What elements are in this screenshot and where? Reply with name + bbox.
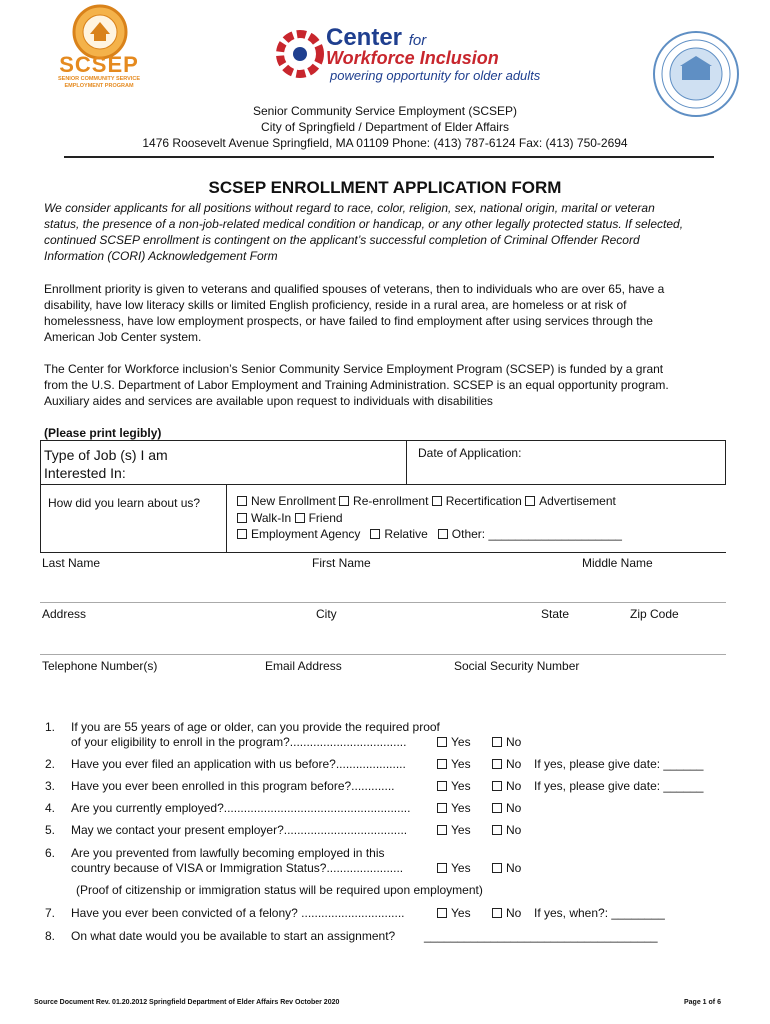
question-text: Have you ever been enrolled in this program before?............. <box>71 779 395 793</box>
learn-options-row-2 <box>237 511 343 526</box>
option-label: Employment Agency <box>251 527 361 541</box>
option-label: Re-enrollment <box>353 494 429 508</box>
city-label: City <box>316 607 337 621</box>
print-legibly-note: (Please print legibly) <box>44 426 162 440</box>
recertification-checkbox[interactable] <box>432 494 522 508</box>
last-name-label: Last Name <box>42 556 101 570</box>
grid-line <box>226 484 227 552</box>
question-number: 4. <box>45 801 56 815</box>
job-type-label <box>44 446 168 482</box>
footer-page: Page 1 of 6 <box>684 999 721 1006</box>
scsep-subtitle: SENIOR COMMUNITY SERVICE EMPLOYMENT PROGRAM <box>57 76 140 89</box>
yes-label: Yes <box>451 735 471 749</box>
availability-date-field[interactable]: ___________________________________ <box>424 929 658 943</box>
priority-line: American Job Center system. <box>44 330 202 344</box>
checkbox-icon <box>492 863 502 873</box>
first-name-label: First Name <box>312 556 371 570</box>
question-text: Have you ever been convicted of a felony? ............................... <box>71 906 405 920</box>
question-text: On what date would you be available to start an assignment? <box>71 929 396 943</box>
cfwi-tagline: powering opportunity for older adults <box>330 68 541 83</box>
checkbox-icon <box>438 529 448 539</box>
yes-checkbox[interactable] <box>437 735 471 749</box>
checkbox-icon <box>237 529 247 539</box>
checkbox-icon <box>339 496 349 506</box>
checkbox-icon <box>432 496 442 506</box>
no-label: No <box>506 861 522 875</box>
relative-checkbox[interactable] <box>370 527 427 541</box>
checkbox-icon <box>437 825 447 835</box>
no-label: No <box>506 779 522 793</box>
walk-in-checkbox[interactable] <box>237 511 291 525</box>
checkbox-icon <box>525 496 535 506</box>
question-text: Have you ever filed an application with us before?..................... <box>71 757 406 771</box>
checkbox-icon <box>237 513 247 523</box>
funding-line: Auxiliary aides and services are available upon request to individuals with disabilities <box>44 394 493 408</box>
funding-line: The Center for Workforce inclusion’s Senior Community Service Employment Program (SCSEP) is funded by a grant <box>44 362 664 376</box>
yes-checkbox[interactable] <box>437 823 471 837</box>
date-prompt: If yes, please give date: ______ <box>534 779 704 793</box>
email-label: Email Address <box>265 659 342 673</box>
grid-line <box>40 440 726 441</box>
question-number: 8. <box>45 929 56 943</box>
cfwi-logo-icon <box>276 28 324 80</box>
grid-line <box>40 552 726 553</box>
yes-label: Yes <box>451 801 471 815</box>
question-text: country because of VISA or Immigration Status?....................... <box>71 861 404 875</box>
checkbox-icon <box>492 737 502 747</box>
funding-line: from the U.S. Department of Labor Employment and Training Administration. SCSEP is an equal opportunity program. <box>44 378 669 392</box>
checkbox-icon <box>492 759 502 769</box>
address-label: Address <box>42 607 87 621</box>
priority-line: homelessness, have low employment prospects, or have failed to find employment after using services through the <box>44 314 653 328</box>
ssn-label: Social Security Number <box>454 659 580 673</box>
middle-name-label: Middle Name <box>582 556 653 570</box>
checkbox-icon <box>237 496 247 506</box>
question-number: 1. <box>45 720 56 734</box>
cfwi-center: Center <box>326 24 403 51</box>
checkbox-icon <box>492 803 502 813</box>
friend-checkbox[interactable] <box>295 511 343 525</box>
zip-code-label: Zip Code <box>630 607 679 621</box>
other-checkbox[interactable] <box>438 527 622 541</box>
no-checkbox[interactable] <box>492 779 521 793</box>
no-checkbox[interactable] <box>492 823 521 837</box>
yes-checkbox[interactable] <box>437 906 471 920</box>
when-prompt: If yes, when?: ________ <box>534 906 665 920</box>
checkbox-icon <box>370 529 380 539</box>
cfwi-workforce-inclusion: Workforce Inclusion <box>326 48 499 68</box>
checkbox-icon <box>295 513 305 523</box>
no-label: No <box>506 823 522 837</box>
no-label: No <box>506 757 522 771</box>
no-checkbox[interactable] <box>492 757 521 771</box>
no-label: No <box>506 801 522 815</box>
checkbox-icon <box>492 781 502 791</box>
yes-label: Yes <box>451 779 471 793</box>
grid-line <box>725 440 726 484</box>
re-enrollment-checkbox[interactable] <box>339 494 428 508</box>
question-text: Are you currently employed?........................................................ <box>71 801 411 815</box>
no-checkbox[interactable] <box>492 735 521 749</box>
grid-line <box>40 484 726 485</box>
yes-label: Yes <box>451 823 471 837</box>
how-learn-label: How did you learn about us? <box>48 496 201 510</box>
proof-note: (Proof of citizenship or immigration status will be required upon employment) <box>76 883 483 897</box>
no-checkbox[interactable] <box>492 801 521 815</box>
question-number: 6. <box>45 846 56 860</box>
yes-checkbox[interactable] <box>437 757 471 771</box>
job-type-line: Type of Job (s) I am <box>44 447 168 463</box>
header-line-3: 1476 Roosevelt Avenue Springfield, MA 01109 Phone: (413) 787-6124 Fax: (413) 750-2694 <box>142 136 628 150</box>
option-label: Other: ____________________ <box>451 527 622 541</box>
intro-line: continued SCSEP enrollment is contingent on the applicant’s successful completion of Criminal Offender Record <box>44 233 640 247</box>
telephone-label: Telephone Number(s) <box>42 659 158 673</box>
option-label: Relative <box>384 527 428 541</box>
grid-line <box>40 654 726 655</box>
yes-label: Yes <box>451 906 471 920</box>
cfwi-for: for <box>408 32 427 49</box>
date-of-application-label: Date of Application: <box>418 446 522 460</box>
checkbox-icon <box>492 908 502 918</box>
employment-agency-checkbox[interactable] <box>237 527 360 541</box>
question-number: 2. <box>45 757 56 771</box>
header-divider <box>64 156 714 158</box>
yes-checkbox[interactable] <box>437 801 471 815</box>
state-label: State <box>541 607 570 621</box>
question-number: 5. <box>45 823 56 837</box>
question-text: Are you prevented from lawfully becoming employed in this <box>71 846 385 860</box>
footer-source: Source Document Rev. 01.20.2012 Springfield Department of Elder Affairs Rev October 2020 <box>34 999 340 1006</box>
priority-line: Enrollment priority is given to veterans and qualified spouses of veterans, then to individuals who are over 65, have a <box>44 282 665 296</box>
new-enrollment-checkbox[interactable] <box>237 494 336 508</box>
funding-statement <box>44 361 744 409</box>
date-prompt: If yes, please give date: ______ <box>534 757 704 771</box>
priority-line: disability, have low literacy skills or limited English proficiency, reside in a rural area, are homeless or at risk of <box>44 298 627 312</box>
intro-line: Information (CORI) Acknowledgement Form <box>44 249 278 263</box>
priority-statement <box>44 281 744 345</box>
option-label: Advertisement <box>539 494 616 508</box>
grid-line <box>406 440 407 484</box>
option-label: Friend <box>308 511 343 525</box>
checkbox-icon <box>437 759 447 769</box>
checkbox-icon <box>437 737 447 747</box>
no-label: No <box>506 906 522 920</box>
option-label: Walk-In <box>251 511 292 525</box>
yes-checkbox[interactable] <box>437 779 471 793</box>
grid-line <box>40 440 41 552</box>
checkbox-icon <box>437 803 447 813</box>
intro-line: status, the presence of a non-job-related medical condition or handicap, or any other legally protected status. If selected, <box>44 217 684 231</box>
learn-options-row-1 <box>237 494 616 509</box>
no-checkbox[interactable] <box>492 906 521 920</box>
checkbox-icon <box>437 781 447 791</box>
question-number: 7. <box>45 906 56 920</box>
grid-line <box>40 602 726 603</box>
nondiscrimination-statement <box>44 200 734 264</box>
intro-line: We consider applicants for all positions without regard to race, color, religion, sex, national origin, marital or veteran <box>44 201 655 215</box>
question-text: If you are 55 years of age or older, can you provide the required proof <box>71 720 440 734</box>
form-title: SCSEP ENROLLMENT APPLICATION FORM <box>208 178 562 197</box>
checkbox-icon <box>437 863 447 873</box>
advertisement-checkbox[interactable] <box>525 494 616 508</box>
question-text: May we contact your present employer?..................................... <box>71 823 408 837</box>
question-number: 3. <box>45 779 56 793</box>
checkbox-icon <box>492 825 502 835</box>
header-line-2: City of Springfield / Department of Elder Affairs <box>261 120 509 134</box>
header-line-1: Senior Community Service Employment (SCSEP) <box>252 104 518 118</box>
no-checkbox[interactable] <box>492 861 521 875</box>
question-text: of your eligibility to enroll in the program?................................... <box>71 735 407 749</box>
checkbox-icon <box>437 908 447 918</box>
learn-options-row-3 <box>237 527 622 542</box>
scsep-wordmark: SCSEP <box>59 52 139 77</box>
yes-checkbox[interactable] <box>437 861 471 875</box>
yes-label: Yes <box>451 757 471 771</box>
option-label: Recertification <box>445 494 522 508</box>
option-label: New Enrollment <box>251 494 336 508</box>
job-type-line: Interested In: <box>44 465 126 481</box>
yes-label: Yes <box>451 861 471 875</box>
no-label: No <box>506 735 522 749</box>
